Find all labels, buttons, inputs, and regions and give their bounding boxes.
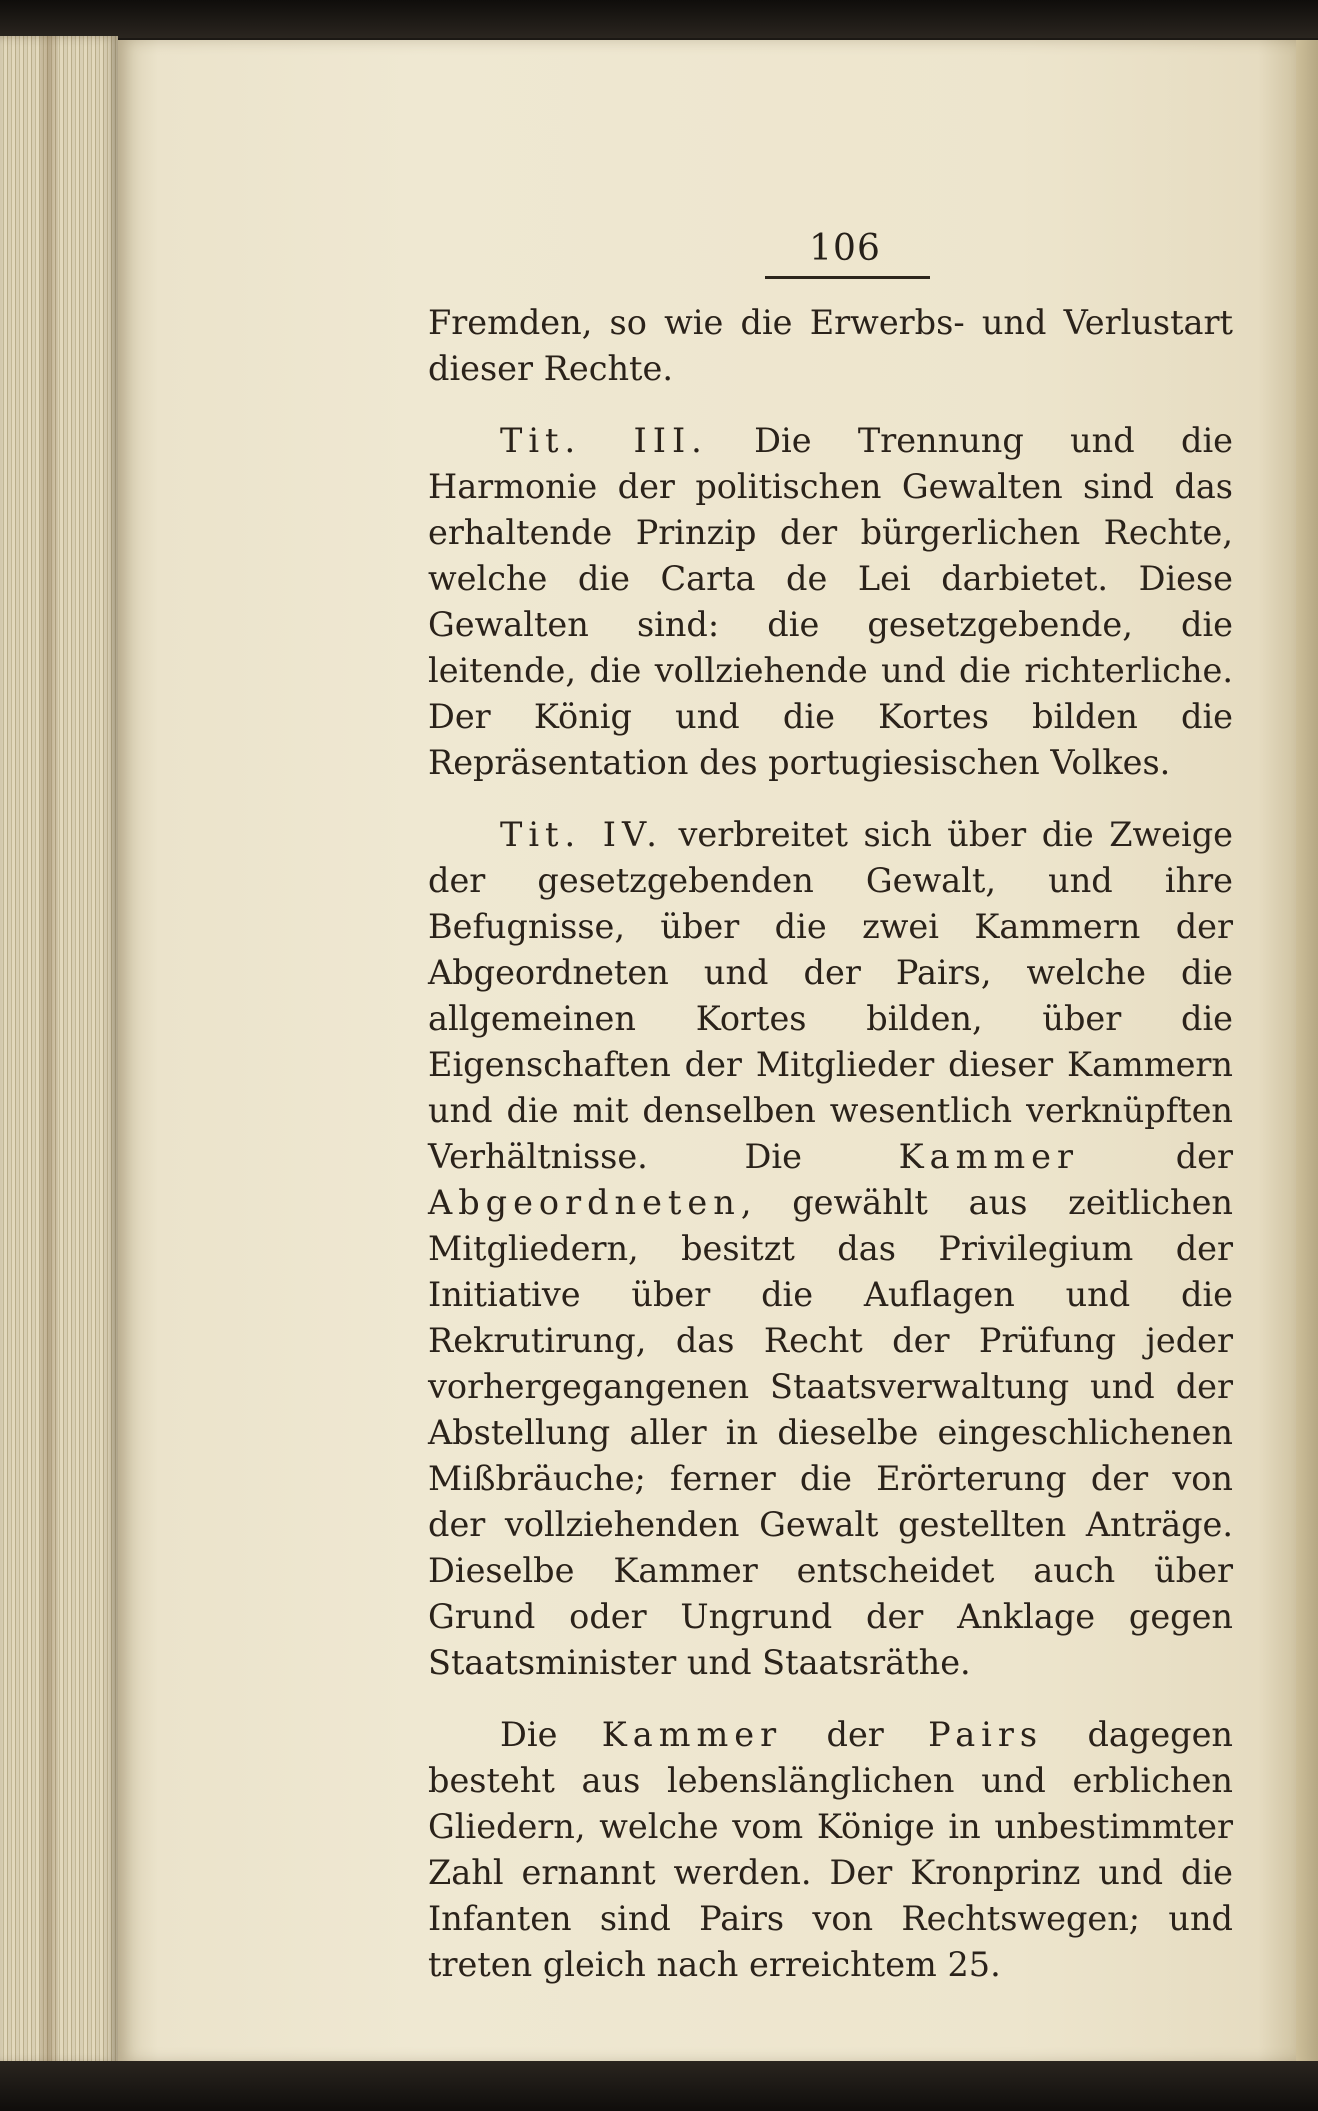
emphasis-text: Abgeordneten [428, 1183, 741, 1222]
scan-bottom-border [0, 2061, 1318, 2111]
emphasis-text: Pairs [928, 1715, 1044, 1754]
emphasis-text: Kammer [601, 1715, 783, 1754]
page-right-edge [1296, 40, 1318, 2062]
paragraph-text: verbreitet sich über die Zweige der gesetzgebenden Gewalt, und ihre Befugnisse, über die zwei Kammern der Abgeordneten und der Pairs, welche die allgemeinen Kortes bilden, über die Eigenschaften der Mitglieder dieser Kammern und die mit denselben wesentlich verknüpften Verhältnisse. Die [428, 815, 1233, 1176]
paragraph-text: Fremden, so wie die Erwerbs- und Verlustart dieser Rechte. [428, 303, 1233, 388]
paragraph-text: , gewählt aus zeitlichen Mitgliedern, besitzt das Privilegium der Initiative über die Auflagen und die Rekrutirung, das Recht der Prüfung jeder vorhergegangenen Staatsverwaltung und der Abstellung aller in dieselbe eingeschlichenen Mißbräuche; ferner die Erörterung der von der vollziehenden Gewalt gestellten Anträge. Dieselbe Kammer entscheidet auch über Grund oder Ungrund der Anklage gegen Staatsminister und Staatsräthe. [428, 1183, 1233, 1682]
body-text [428, 300, 1233, 1988]
scan-top-border [0, 0, 1318, 38]
paragraph-title-iv [428, 812, 1233, 1686]
title-heading: Tit. IV. [500, 815, 663, 854]
paragraph-text: dagegen besteht aus lebenslänglichen und erblichen Gliedern, welche vom Könige in unbestimmter Zahl ernannt werden. Der Kronprinz und die Infanten sind Pairs von Rechtswegen; und treten gleich nach erreichtem 25. [428, 1715, 1233, 1984]
title-heading: Tit. III. [500, 421, 708, 460]
page-number: 106 [809, 228, 881, 269]
paragraph-continuation [428, 300, 1233, 392]
paragraph-text: der [782, 1715, 929, 1754]
paragraph-text: Die Trennung und die Harmonie der politischen Gewalten sind das erhaltende Prinzip der bürgerlichen Rechte, welche die Carta de Lei darbietet. Diese Gewalten sind: die gesetzgebende, die leitende, die vollziehende und die richterliche. Der König und die Kortes bilden die Repräsentation des portugiesischen Volkes. [428, 421, 1233, 782]
page-stack-edge [0, 36, 118, 2064]
emphasis-text: Kammer [898, 1137, 1080, 1176]
paragraph-text: der [1079, 1137, 1234, 1176]
paragraph-text: Die [500, 1715, 602, 1754]
paragraph-pairs [428, 1712, 1233, 1988]
page-number-rule [765, 276, 930, 279]
paragraph-title-iii [428, 418, 1233, 786]
